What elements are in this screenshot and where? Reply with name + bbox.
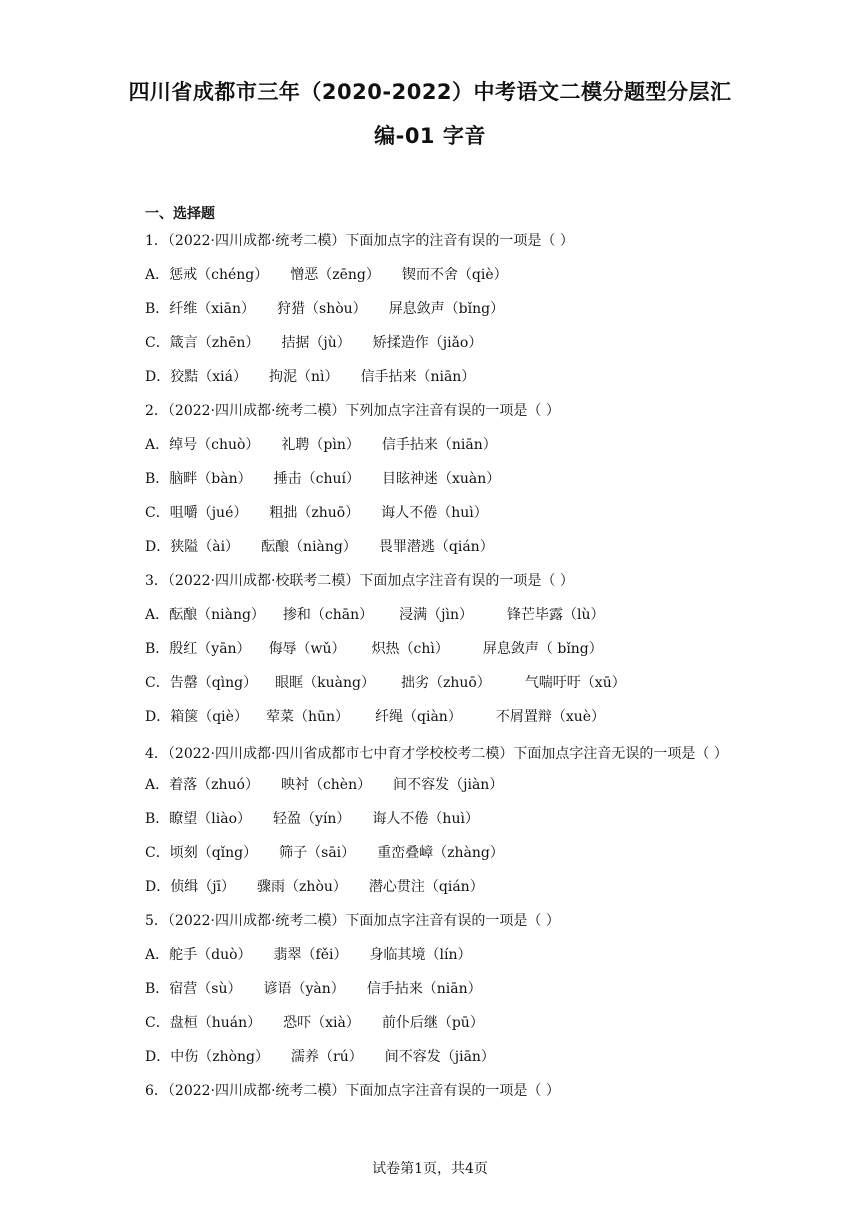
option-term: 粗拙（zhuō）: [269, 505, 360, 521]
option-term: 纤绳（qiàn）: [375, 709, 462, 725]
option-term: 礼聘（pìn）: [281, 437, 360, 453]
option-term: B．殷红（yān）: [145, 641, 251, 657]
option-term: A．舵手（duò）: [145, 947, 252, 963]
option-term: 酝酿（niàng）: [261, 539, 357, 555]
option-term: B．宿营（sù）: [145, 981, 242, 997]
answer-option: [145, 839, 725, 873]
question-list: [145, 227, 728, 1111]
option-term: 炽热（chì）: [371, 641, 449, 657]
option-term: B．瞭望（liào）: [145, 811, 252, 827]
option-term: 轻盈（yín）: [273, 811, 351, 827]
answer-option: [145, 295, 725, 329]
option-term: 侮辱（wǔ）: [268, 641, 346, 657]
option-term: 畏罪潜逃（qián）: [378, 539, 494, 555]
question-stem: 3．（2022·四川成都·校联考二模）下面加点字注音有误的一项是（ ）: [145, 573, 574, 589]
option-term: C．咀嚼（jué）: [145, 505, 248, 521]
option-term: 锋芒毕露（lù）: [507, 607, 605, 623]
option-term: 间不容发（jiàn）: [393, 777, 504, 793]
answer-option: [145, 771, 725, 805]
option-term: D．狡黠（xiá）: [145, 369, 247, 385]
answer-option: [145, 499, 725, 533]
option-term: 憎恶（zēng）: [290, 267, 380, 283]
option-term: 筛子（sāi）: [279, 845, 356, 861]
option-term: 信手拈来（niān）: [360, 369, 476, 385]
option-term: D．箱箧（qiè）: [145, 709, 248, 725]
option-term: C．告罄（qìng）: [145, 675, 258, 691]
section-heading: 一、选择题: [145, 206, 215, 222]
option-term: 间不容发（jiān）: [384, 1049, 495, 1065]
option-term: 目眩神迷（xuàn）: [381, 471, 501, 487]
option-term: C．盘桓（huán）: [145, 1015, 262, 1031]
option-term: 翡翠（fěi）: [273, 947, 348, 963]
option-term: C．顷刻（qǐng）: [145, 845, 258, 861]
option-term: 不屑置辩（xuè）: [495, 709, 606, 725]
answer-option: [145, 805, 725, 839]
question-stem: 6．（2022·四川成都·统考二模）下面加点字注音有误的一项是（ ）: [145, 1083, 560, 1099]
option-term: 诲人不倦（huì）: [381, 505, 488, 521]
option-term: A．绰号（chuò）: [145, 437, 260, 453]
option-term: 前仆后继（pū）: [381, 1015, 484, 1031]
option-term: 眼眶（kuàng）: [275, 675, 375, 691]
option-term: 身临其境（lín）: [369, 947, 472, 963]
document-title-line2: 编-01 字音: [374, 124, 486, 148]
option-term: 拘泥（nì）: [268, 369, 339, 385]
answer-option: [145, 1043, 725, 1077]
option-term: 掺和（chān）: [282, 607, 374, 623]
answer-option: [145, 941, 725, 975]
option-term: 捶击（chuí）: [273, 471, 360, 487]
option-term: 诲人不倦（huì）: [372, 811, 479, 827]
option-term: 潜心贯注（qián）: [368, 879, 484, 895]
answer-option: [145, 601, 725, 635]
answer-option: [145, 533, 725, 567]
option-term: 浸满（jìn）: [399, 607, 474, 623]
option-term: 拙劣（zhuō）: [400, 675, 491, 691]
answer-option: [145, 363, 725, 397]
option-term: 信手拈来（niān）: [381, 437, 497, 453]
option-term: B．纤维（xiān）: [145, 301, 256, 317]
option-term: 骤雨（zhòu）: [257, 879, 347, 895]
answer-option: [145, 703, 725, 737]
answer-option: [145, 975, 725, 1009]
option-term: D．侦缉（jī）: [145, 879, 236, 895]
option-term: 狩猎（shòu）: [277, 301, 367, 317]
option-term: A．酝酿（niàng）: [145, 607, 265, 623]
page-footer: 试卷第1页，共4页: [372, 1161, 488, 1177]
option-term: 拮据（jù）: [281, 335, 351, 351]
option-term: 荤菜（hūn）: [265, 709, 350, 725]
answer-option: [145, 1009, 725, 1043]
option-term: D．中伤（zhòng）: [145, 1049, 270, 1065]
option-term: 谚语（yàn）: [263, 981, 345, 997]
option-term: 锲而不舍（qiè）: [401, 267, 508, 283]
option-term: 信手拈来（niān）: [366, 981, 482, 997]
option-term: 屏息敛声（bǐng）: [388, 301, 505, 317]
answer-option: [145, 261, 725, 295]
option-term: A．惩戒（chéng）: [145, 267, 269, 283]
question-stem: 1．（2022·四川成都·统考二模）下面加点字的注音有误的一项是（ ）: [145, 233, 574, 249]
answer-option: [145, 329, 725, 363]
option-term: 屏息敛声（ bǐng）: [482, 641, 603, 657]
option-term: D．狭隘（ài）: [145, 539, 240, 555]
answer-option: [145, 873, 725, 907]
option-term: 濡养（rú）: [291, 1049, 363, 1065]
question-stem: 2．（2022·四川成都·统考二模）下列加点字注音有误的一项是（ ）: [145, 403, 560, 419]
document-title-line1: 四川省成都市三年（2020-2022）中考语文二模分题型分层汇: [128, 80, 732, 104]
question-stem: 4．（2022·四川成都·四川省成都市七中育才学校校考二模）下面加点字注音无误的一项是（ ）: [145, 746, 728, 762]
answer-option: [145, 669, 725, 703]
option-term: 矫揉造作（jiǎo）: [372, 335, 483, 351]
answer-option: [145, 431, 725, 465]
option-term: 重峦叠嶂（zhàng）: [377, 845, 504, 861]
answer-option: [145, 635, 725, 669]
option-term: 恐吓（xià）: [283, 1015, 360, 1031]
option-term: C．箴言（zhēn）: [145, 335, 260, 351]
option-term: 映衬（chèn）: [280, 777, 372, 793]
question-stem: 5．（2022·四川成都·统考二模）下面加点字注音有误的一项是（ ）: [145, 913, 560, 929]
answer-option: [145, 465, 725, 499]
option-term: B．脑畔（bàn）: [145, 471, 252, 487]
option-term: A．着落（zhuó）: [145, 777, 259, 793]
option-term: 气喘吁吁（xū）: [524, 675, 626, 691]
